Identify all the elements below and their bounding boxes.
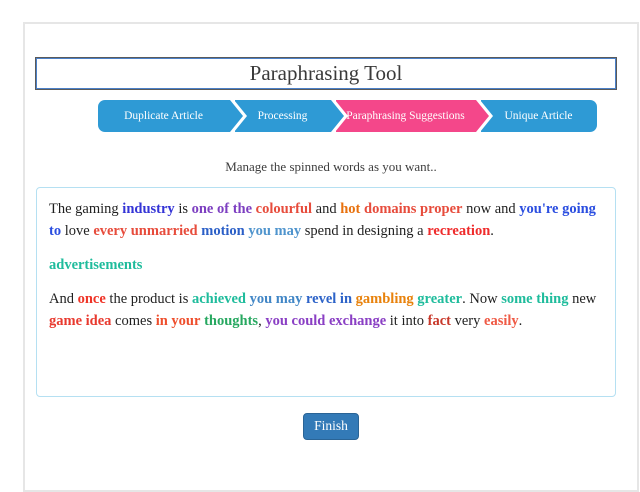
plain-text: The gaming — [49, 201, 123, 217]
page-title: Paraphrasing Tool — [249, 61, 403, 85]
plain-text: new — [568, 291, 597, 307]
spinned-word[interactable]: you could exchange — [265, 313, 387, 329]
spinned-word[interactable]: game — [49, 313, 83, 329]
spinned-word[interactable]: revel in — [305, 291, 353, 307]
paragraph — [49, 254, 603, 276]
plain-text: . — [518, 313, 523, 329]
step-duplicate-article[interactable] — [98, 100, 230, 132]
paragraph — [49, 198, 603, 242]
spinned-word[interactable]: you're going to — [49, 201, 596, 239]
subtitle-text: Manage the spinned words as you want.. — [225, 159, 437, 174]
spinned-word[interactable]: you may — [248, 223, 302, 239]
spinned-word[interactable]: gambling — [355, 291, 414, 307]
step-label: Unique Article — [504, 110, 573, 122]
spinned-word[interactable]: one of the — [191, 201, 253, 217]
title-box-inner — [36, 58, 616, 89]
spinned-word[interactable]: thoughts — [204, 313, 259, 329]
plain-text: . Now — [462, 291, 502, 307]
plain-text: is — [174, 201, 192, 217]
plain-text: comes — [111, 313, 156, 329]
plain-text: love — [61, 223, 94, 239]
spinned-word[interactable]: motion — [201, 223, 245, 239]
title-box — [35, 57, 617, 90]
plain-text: very — [451, 313, 485, 329]
spinned-word[interactable]: greater — [417, 291, 463, 307]
spinned-word[interactable]: some thing — [501, 291, 569, 307]
plain-text: . — [490, 223, 494, 239]
spinned-word[interactable]: idea — [85, 313, 112, 329]
plain-text: and — [312, 201, 341, 217]
step-paraphrasing-suggestions[interactable] — [336, 100, 476, 132]
breadcrumb-steps — [25, 100, 637, 132]
spinned-word[interactable]: hot — [340, 201, 361, 217]
plain-text: it into — [386, 313, 428, 329]
spinned-word[interactable]: advertisements — [49, 257, 143, 273]
spinned-word[interactable]: industry — [122, 201, 175, 217]
spinned-word[interactable]: colourful — [255, 201, 313, 217]
plain-text: now and — [462, 201, 520, 217]
plain-text: the product is — [105, 291, 192, 307]
step-processing[interactable] — [235, 100, 331, 132]
spinned-word[interactable]: once — [77, 291, 106, 307]
spinned-word[interactable]: you may — [249, 291, 303, 307]
spinned-word[interactable]: achieved — [191, 291, 246, 307]
step-label: Processing — [257, 110, 308, 122]
spinned-word[interactable]: easily — [484, 313, 519, 329]
spinned-word[interactable]: domains — [364, 201, 417, 217]
paragraph — [49, 288, 603, 332]
step-label: Paraphrasing Suggestions — [346, 110, 465, 122]
plain-text: And — [49, 291, 78, 307]
spinned-word[interactable]: in your — [155, 313, 201, 329]
paraphrase-editor[interactable] — [36, 187, 616, 397]
step-unique-article[interactable] — [481, 100, 597, 132]
main-container — [23, 22, 639, 492]
step-label: Duplicate Article — [124, 110, 203, 122]
spinned-word[interactable]: proper — [420, 201, 463, 217]
plain-text: , — [258, 313, 266, 329]
finish-button[interactable]: Finish — [303, 413, 359, 440]
spinned-word[interactable]: fact — [427, 313, 451, 329]
spinned-word[interactable]: every unmarried — [93, 223, 198, 239]
plain-text: spend in designing a — [301, 223, 428, 239]
spinned-word[interactable]: recreation — [427, 223, 491, 239]
